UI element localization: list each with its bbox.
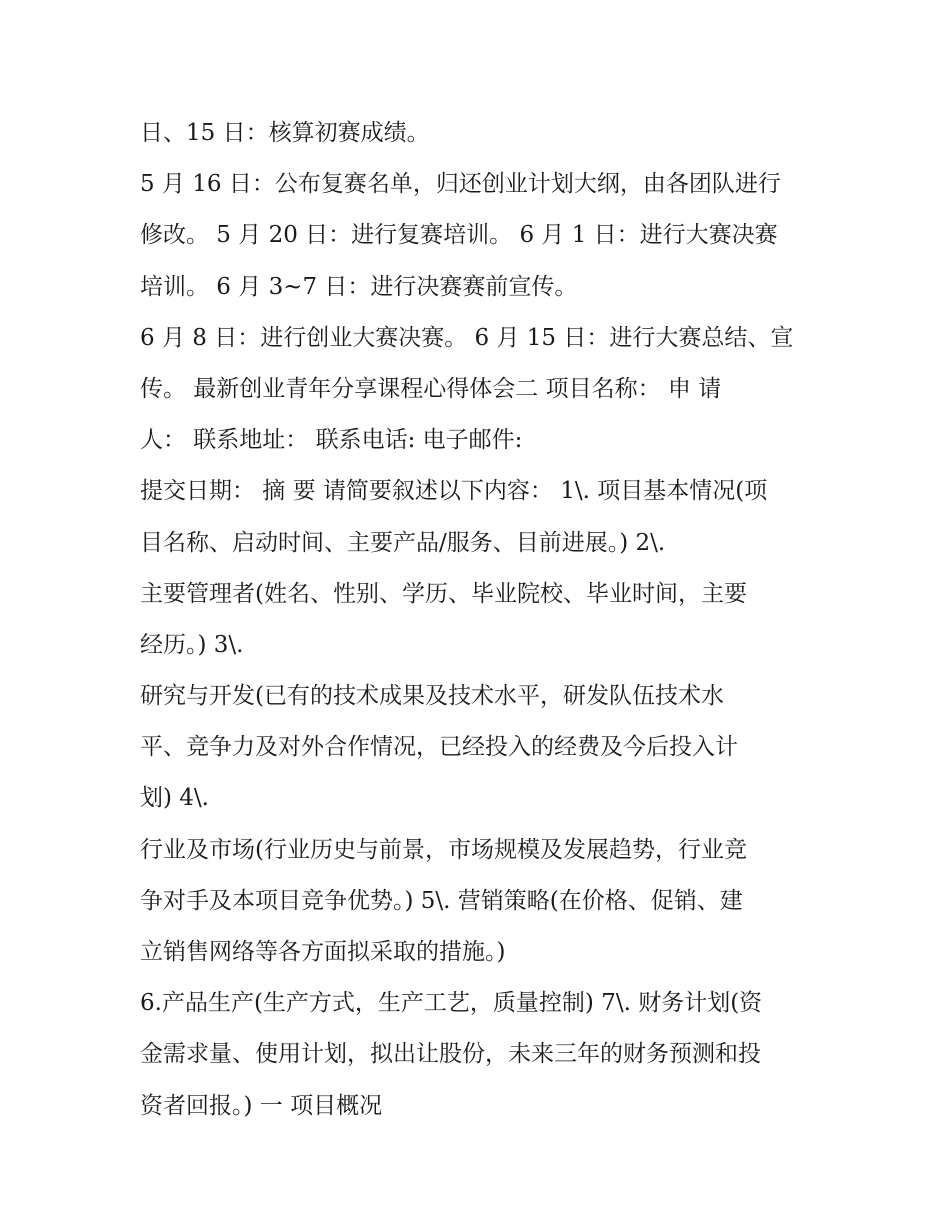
text-line: 立销售网络等各方面拟采取的措施。): [140, 939, 506, 965]
text-line: 提交日期： 摘 要 请简要叙述以下内容： 1\. 项目基本情况(项: [140, 478, 768, 505]
text-line: 人： 联系地址： 联系电话: 电子邮件:: [140, 427, 523, 454]
text-line: 5 月 16 日：公布复赛名单，归还创业计划大纲，由各团队进行: [140, 171, 781, 198]
text-line: 主要管理者(姓名、性别、学历、毕业院校、毕业时间，主要: [140, 580, 747, 607]
text-line: 行业及市场(行业历史与前景，市场规模及发展趋势，行业竞: [140, 836, 747, 863]
text-line: 争对手及本项目竞争优势。) 5\. 营销策略(在价格、促销、建: [140, 887, 743, 914]
text-line: 6.产品生产(生产方式，生产工艺，质量控制) 7\. 财务计划(资: [140, 990, 763, 1017]
text-line: 目名称、启动时间、主要产品/服务、目前进展。) 2\.: [140, 529, 666, 556]
text-line: 日、15 日：核算初赛成绩。: [140, 120, 430, 146]
body-text: [140, 108, 830, 1132]
text-line: 修改。 5 月 20 日：进行复赛培训。 6 月 1 日：进行大赛决赛: [140, 222, 778, 249]
text-line: 研究与开发(已有的技术成果及技术水平，研发队伍技术水: [140, 683, 724, 710]
text-line: 平、竞争力及对外合作情况，已经投入的经费及今后投入计: [140, 734, 738, 761]
text-line: 划) 4\.: [140, 785, 209, 812]
text-line: 培训。 6 月 3~7 日：进行决赛赛前宣传。: [140, 273, 578, 300]
text-line: 传。 最新创业青年分享课程心得体会二 项目名称： 申 请: [140, 375, 722, 402]
text-line: 金需求量、使用计划，拟出让股份，未来三年的财务预测和投: [140, 1041, 761, 1068]
text-line: 6 月 8 日：进行创业大赛决赛。 6 月 15 日：进行大赛总结、宣: [140, 324, 794, 351]
text-line: 资者回报。) 一 项目概况: [140, 1092, 383, 1119]
text-line: 经历。) 3\.: [140, 631, 244, 658]
